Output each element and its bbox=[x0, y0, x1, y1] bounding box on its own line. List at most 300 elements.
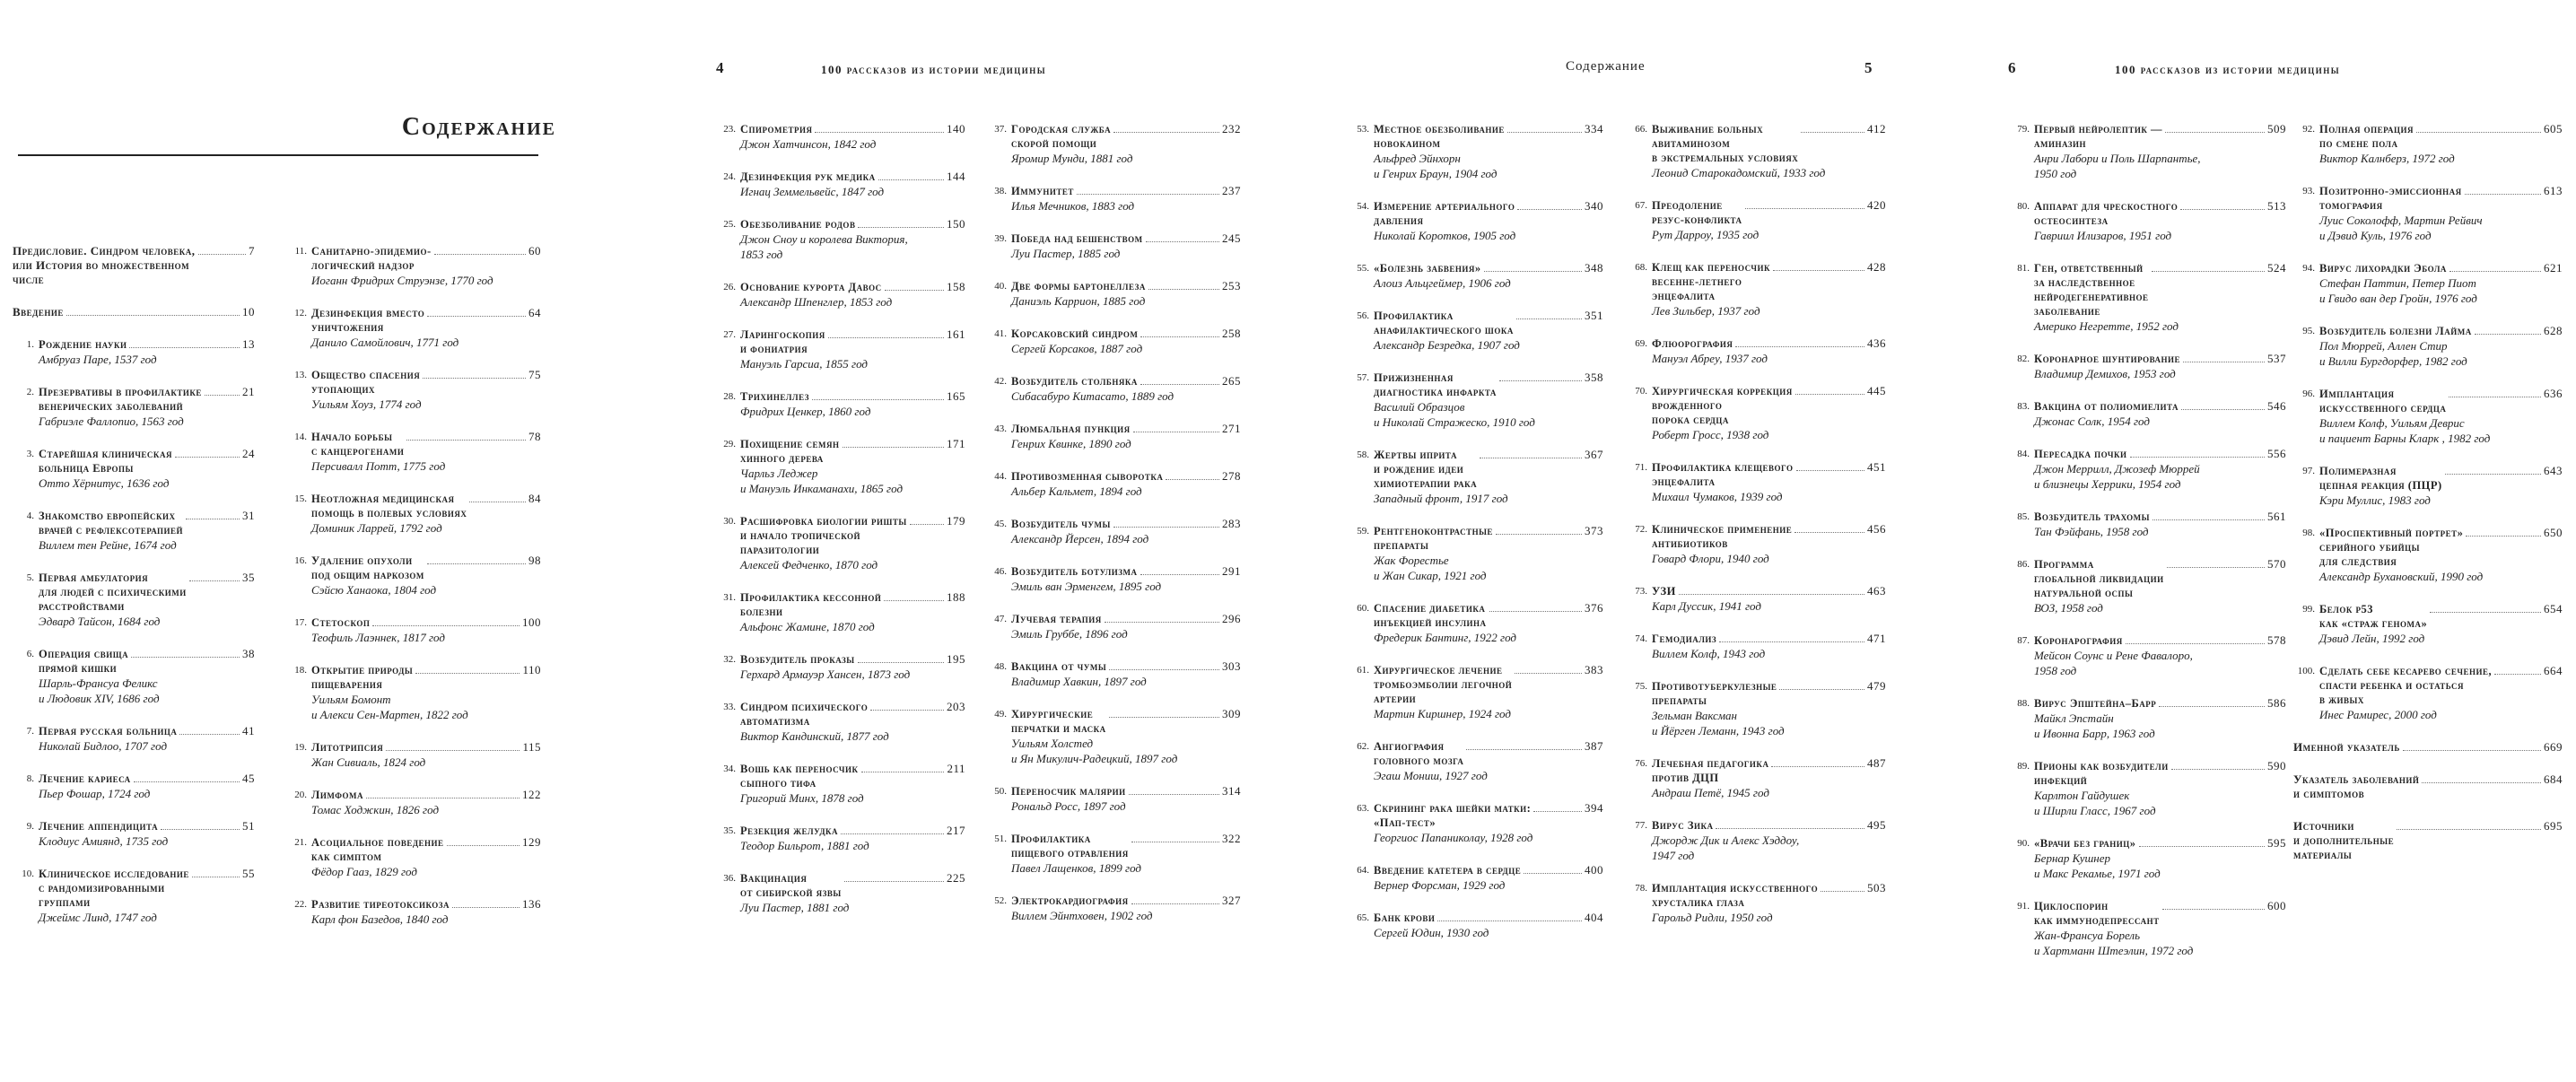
page-number: 5 bbox=[1864, 59, 1873, 76]
dot-leader bbox=[1507, 132, 1582, 133]
toc-entry[interactable] bbox=[2293, 819, 2563, 862]
toc-entry[interactable] bbox=[1626, 198, 1886, 242]
toc-entry[interactable] bbox=[2293, 122, 2563, 166]
chapter-number: 76. bbox=[1635, 758, 1647, 769]
toc-entry[interactable] bbox=[714, 280, 965, 310]
toc-entry[interactable] bbox=[13, 867, 255, 925]
toc-entry-row bbox=[285, 615, 541, 645]
toc-entry[interactable] bbox=[1348, 309, 1603, 353]
page-ref: 64 bbox=[528, 306, 541, 319]
toc-entry[interactable] bbox=[1626, 460, 1886, 504]
toc-entry[interactable] bbox=[714, 217, 965, 262]
toc-entry[interactable] bbox=[714, 437, 965, 496]
toc-entry[interactable] bbox=[1626, 679, 1886, 738]
dot-leader bbox=[131, 657, 240, 658]
toc-entry[interactable] bbox=[1348, 199, 1603, 243]
toc-entry-body bbox=[740, 327, 965, 371]
page-ref: 463 bbox=[1867, 584, 1886, 598]
toc-entry[interactable] bbox=[2008, 899, 2286, 958]
chapter-subtitle: Жан Сивиаль, 1824 год bbox=[311, 755, 426, 769]
toc-entry[interactable] bbox=[2293, 324, 2563, 369]
toc-entry-row bbox=[985, 422, 1241, 451]
page-ref: 21 bbox=[242, 385, 255, 398]
toc-title-line bbox=[1011, 612, 1241, 626]
toc-entry-body bbox=[1374, 122, 1603, 181]
toc-entry[interactable] bbox=[13, 509, 255, 553]
toc-entry[interactable] bbox=[2008, 399, 2286, 429]
toc-entry-body bbox=[39, 447, 255, 491]
toc-entry[interactable] bbox=[985, 832, 1241, 876]
toc-entry[interactable] bbox=[1626, 260, 1886, 318]
dot-leader bbox=[1105, 622, 1219, 623]
toc-entry[interactable] bbox=[985, 707, 1241, 766]
chapter-title: Развитие тиреотоксикоза bbox=[311, 898, 450, 911]
toc-entry[interactable] bbox=[285, 835, 541, 879]
page-ref: 158 bbox=[947, 280, 965, 293]
toc-entry-row bbox=[1626, 198, 1886, 242]
chapter-title: Возбудитель ботулизма bbox=[1011, 565, 1138, 578]
page-ref: 140 bbox=[947, 122, 965, 135]
toc-entry[interactable] bbox=[1348, 601, 1603, 645]
toc-entry[interactable] bbox=[13, 724, 255, 754]
toc-entry-row bbox=[985, 279, 1241, 309]
toc-entry[interactable] bbox=[985, 374, 1241, 404]
dot-leader bbox=[1735, 346, 1864, 347]
toc-entry-row bbox=[1626, 584, 1886, 614]
chapter-title: Преодоление резус-конфликта bbox=[1652, 199, 1742, 226]
toc-entry[interactable] bbox=[13, 772, 255, 801]
page-ref: 654 bbox=[2544, 602, 2563, 615]
toc-entry[interactable] bbox=[714, 762, 965, 806]
toc-entry[interactable] bbox=[714, 871, 965, 915]
toc-entry-body bbox=[740, 652, 965, 682]
chapter-title: Хирургическая коррекция врожденного порока сердца bbox=[1652, 385, 1793, 426]
page-ref: 578 bbox=[2267, 633, 2286, 647]
toc-entry[interactable] bbox=[285, 897, 541, 927]
chapter-subtitle: Данило Самойлович, 1771 год bbox=[311, 336, 459, 349]
chapter-number: 63. bbox=[1357, 803, 1369, 814]
toc-entry-body bbox=[2319, 464, 2563, 508]
toc-entry-row bbox=[1348, 122, 1603, 181]
toc-entry-row bbox=[1348, 199, 1603, 243]
chapter-title: Клещ как переносчик весенне-летнего энцефалита bbox=[1652, 261, 1770, 302]
chapter-title: Хирургические перчатки и маска bbox=[1011, 708, 1106, 735]
toc-entry-body bbox=[1374, 911, 1603, 940]
toc-entry[interactable] bbox=[13, 647, 255, 706]
chapter-number: 9. bbox=[26, 821, 34, 832]
chapter-number: 15. bbox=[294, 493, 307, 504]
chapter-subtitle: Фёдор Гааз, 1829 год bbox=[311, 865, 417, 878]
chapter-number: 32. bbox=[723, 654, 736, 665]
page-number: 6 bbox=[2008, 59, 2016, 76]
chapter-number: 35. bbox=[723, 825, 736, 836]
toc-entry[interactable] bbox=[1626, 632, 1886, 661]
toc-entry-body bbox=[2034, 557, 2286, 615]
toc-entry[interactable] bbox=[1626, 756, 1886, 800]
chapter-subtitle: Фредерик Бантинг, 1922 год bbox=[1374, 631, 1516, 644]
toc-entry[interactable] bbox=[2008, 633, 2286, 678]
toc-entry[interactable] bbox=[285, 554, 541, 598]
toc-entry-row bbox=[714, 122, 965, 152]
dot-leader bbox=[1821, 891, 1864, 892]
chapter-number: 82. bbox=[2017, 353, 2030, 364]
chapter-number: 60. bbox=[1357, 603, 1369, 614]
toc-entry[interactable] bbox=[13, 447, 255, 491]
toc-entry-row bbox=[985, 707, 1241, 766]
toc-entry[interactable] bbox=[285, 306, 541, 350]
chapter-title: Рождение науки bbox=[39, 338, 127, 351]
chapter-subtitle: Игнац Земмельвейс, 1847 год bbox=[740, 185, 885, 198]
dot-leader bbox=[1140, 574, 1219, 575]
toc-entry-row bbox=[714, 437, 965, 496]
toc-entry[interactable] bbox=[985, 469, 1241, 499]
toc-entry[interactable] bbox=[985, 659, 1241, 689]
toc-title-line bbox=[311, 492, 541, 520]
toc-entry[interactable] bbox=[2008, 122, 2286, 181]
dot-leader bbox=[1795, 394, 1864, 395]
chapter-number: 10. bbox=[22, 868, 34, 879]
chapter-title: Клиническое исследование с рандомизированными группами bbox=[39, 868, 189, 909]
toc-entry[interactable] bbox=[2293, 184, 2563, 243]
toc-column bbox=[2008, 122, 2286, 976]
chapter-number: 11. bbox=[294, 246, 307, 257]
chapter-title: Трихинеллез bbox=[740, 390, 809, 403]
toc-title-line bbox=[740, 871, 965, 900]
toc-entry[interactable] bbox=[985, 279, 1241, 309]
toc-entry[interactable] bbox=[2293, 740, 2563, 755]
toc-entry[interactable] bbox=[2008, 696, 2286, 741]
chapter-title: Банк крови bbox=[1374, 912, 1436, 924]
toc-column bbox=[2293, 122, 2563, 880]
toc-entry[interactable] bbox=[1348, 261, 1603, 291]
toc-entry[interactable] bbox=[985, 894, 1241, 923]
toc-entry[interactable] bbox=[1348, 448, 1603, 506]
toc-entry[interactable] bbox=[285, 615, 541, 645]
dot-leader bbox=[884, 600, 944, 601]
chapter-subtitle: Александр Безредка, 1907 год bbox=[1374, 338, 1520, 352]
toc-entry[interactable] bbox=[2293, 602, 2563, 646]
page-ref: 271 bbox=[1222, 422, 1241, 435]
chapter-title: Полимеразная цепная реакция (ПЦР) bbox=[2319, 465, 2442, 492]
toc-title-line bbox=[1374, 863, 1603, 877]
toc-title-line bbox=[1374, 122, 1603, 151]
toc-entry[interactable] bbox=[985, 184, 1241, 214]
toc-title-line bbox=[1011, 564, 1241, 579]
toc-entry[interactable] bbox=[1348, 663, 1603, 721]
chapter-subtitle: Виллем Колф, Уильям Деврис и пациент Барны Кларк , 1982 год bbox=[2319, 416, 2491, 445]
toc-title-line bbox=[1011, 894, 1241, 908]
toc-entry-row bbox=[2008, 759, 2286, 818]
toc-entry-row bbox=[1348, 309, 1603, 353]
toc-entry[interactable] bbox=[714, 700, 965, 744]
chapter-title: Профилактика клещевого энцефалита bbox=[1652, 461, 1794, 488]
toc-entry-body bbox=[2293, 819, 2563, 862]
chapter-subtitle: Александр Шпенглер, 1853 год bbox=[740, 295, 893, 309]
toc-entry-body bbox=[1374, 199, 1603, 243]
toc-entry[interactable] bbox=[1626, 336, 1886, 366]
toc-entry[interactable] bbox=[2293, 387, 2563, 446]
page-ref: 495 bbox=[1867, 818, 1886, 832]
toc-entry[interactable] bbox=[714, 327, 965, 371]
toc-entry[interactable] bbox=[2008, 199, 2286, 243]
toc-entry-body bbox=[2319, 664, 2563, 722]
toc-entry-body bbox=[2034, 352, 2286, 381]
toc-title-line bbox=[2034, 261, 2286, 318]
chapter-title: Противозменная сыворотка bbox=[1011, 470, 1164, 483]
page-ref: 55 bbox=[242, 867, 255, 880]
toc-entry[interactable] bbox=[1626, 122, 1886, 180]
toc-entry[interactable] bbox=[1626, 384, 1886, 442]
toc-entry-body bbox=[740, 437, 965, 496]
toc-entry[interactable] bbox=[714, 824, 965, 853]
toc-entry-body bbox=[1374, 601, 1603, 645]
toc-entry[interactable] bbox=[2008, 447, 2286, 492]
toc-entry[interactable] bbox=[985, 784, 1241, 814]
toc-entry-body bbox=[39, 337, 255, 367]
toc-entry-body bbox=[740, 871, 965, 915]
chapter-title: Вакцина от полиомиелита bbox=[2034, 400, 2179, 413]
toc-entry[interactable] bbox=[2008, 261, 2286, 334]
toc-entry[interactable] bbox=[714, 652, 965, 682]
toc-title-line bbox=[740, 389, 965, 404]
toc-entry[interactable] bbox=[985, 327, 1241, 356]
toc-entry[interactable] bbox=[985, 422, 1241, 451]
chapter-subtitle: Фридрих Ценкер, 1860 год bbox=[740, 405, 871, 418]
chapter-subtitle: Николай Коротков, 1905 год bbox=[1374, 229, 1516, 242]
chapter-title: Возбудитель трахомы bbox=[2034, 510, 2151, 523]
dot-leader bbox=[844, 881, 944, 882]
page-ref: 98 bbox=[528, 554, 541, 567]
chapter-number: 36. bbox=[723, 873, 736, 884]
chapter-title: Удаление опухоли под общим наркозом bbox=[311, 554, 424, 581]
toc-entry[interactable] bbox=[985, 122, 1241, 166]
chapter-title: Резекция желудка bbox=[740, 825, 839, 837]
toc-entry[interactable] bbox=[2008, 836, 2286, 881]
toc-entry[interactable] bbox=[2293, 261, 2563, 306]
toc-title-line bbox=[311, 663, 541, 692]
toc-entry[interactable] bbox=[13, 571, 255, 629]
chapter-number: 45. bbox=[994, 519, 1007, 529]
toc-entry-row bbox=[985, 231, 1241, 261]
toc-entry[interactable] bbox=[1626, 584, 1886, 614]
toc-title-line bbox=[311, 554, 541, 582]
toc-entry[interactable] bbox=[2008, 759, 2286, 818]
dot-leader bbox=[1496, 534, 1582, 535]
chapter-number: 96. bbox=[2302, 388, 2315, 399]
chapter-number: 64. bbox=[1357, 865, 1369, 876]
toc-entry[interactable] bbox=[985, 564, 1241, 594]
toc-entry[interactable] bbox=[1348, 371, 1603, 430]
chapter-title: Рентгеноконтрастные препараты bbox=[1374, 525, 1493, 552]
chapter-subtitle: Эмиль Груббе, 1896 год bbox=[1011, 627, 1128, 641]
toc-entry-body bbox=[39, 385, 255, 429]
toc-entry-row bbox=[985, 659, 1241, 689]
toc-entry[interactable] bbox=[13, 244, 255, 287]
page-ref: 387 bbox=[1585, 739, 1603, 753]
toc-entry[interactable] bbox=[1626, 881, 1886, 925]
toc-entry-row bbox=[985, 612, 1241, 641]
toc-entry[interactable] bbox=[13, 385, 255, 429]
toc-entry[interactable] bbox=[285, 244, 541, 288]
toc-title-line bbox=[1652, 818, 1886, 833]
toc-entry-row bbox=[1626, 632, 1886, 661]
chapter-title: Санитарно-эпидемио- логический надзор bbox=[311, 245, 432, 272]
toc-entry[interactable] bbox=[2293, 464, 2563, 508]
dot-leader bbox=[2449, 271, 2541, 272]
toc-entry[interactable] bbox=[714, 514, 965, 572]
page-ref: 327 bbox=[1222, 894, 1241, 907]
toc-title-line bbox=[1011, 231, 1241, 246]
chapter-subtitle: Говард Флори, 1940 год bbox=[1652, 552, 1769, 565]
page-ref: 161 bbox=[947, 327, 965, 341]
chapter-subtitle: Майкл Эпстайн и Ивонна Барр, 1963 год bbox=[2034, 711, 2155, 740]
toc-entry-row bbox=[2293, 602, 2563, 646]
toc-entry[interactable] bbox=[13, 337, 255, 367]
toc-entry[interactable] bbox=[714, 590, 965, 634]
dot-leader bbox=[828, 337, 944, 338]
toc-entry[interactable] bbox=[1348, 524, 1603, 583]
chapter-number: 31. bbox=[723, 592, 736, 603]
toc-entry[interactable] bbox=[714, 389, 965, 419]
toc-title-line bbox=[2293, 740, 2563, 755]
toc-title-line bbox=[39, 819, 255, 833]
toc-entry-row bbox=[13, 385, 255, 429]
dot-leader bbox=[1716, 828, 1864, 829]
toc-entry[interactable] bbox=[1348, 863, 1603, 893]
toc-entry[interactable] bbox=[285, 788, 541, 817]
chapter-number: 91. bbox=[2017, 901, 2030, 912]
chapter-subtitle: Зельман Ваксман и Йёрген Леманн, 1943 год bbox=[1652, 709, 1785, 737]
toc-entry-body bbox=[39, 571, 255, 629]
toc-entry[interactable] bbox=[2008, 352, 2286, 381]
toc-entry-row bbox=[13, 244, 255, 287]
page-ref: 376 bbox=[1585, 601, 1603, 615]
toc-title-line bbox=[311, 368, 541, 397]
page-ref: 237 bbox=[1222, 184, 1241, 197]
toc-entry[interactable] bbox=[985, 517, 1241, 546]
chapter-number: 21. bbox=[294, 837, 307, 848]
toc-entry-row bbox=[714, 514, 965, 572]
toc-entry-body bbox=[39, 724, 255, 754]
dot-leader bbox=[870, 710, 944, 711]
toc-entry-row bbox=[2293, 526, 2563, 584]
page-ref: 456 bbox=[1867, 522, 1886, 536]
chapter-title: Первый нейролептик — аминазин bbox=[2034, 123, 2163, 150]
toc-entry[interactable] bbox=[285, 430, 541, 474]
chapter-number: 89. bbox=[2017, 761, 2030, 772]
toc-entry[interactable] bbox=[13, 305, 255, 319]
chapter-title: Источники и дополнительные материалы bbox=[2293, 819, 2395, 861]
toc-entry[interactable] bbox=[285, 492, 541, 536]
toc-entry[interactable] bbox=[1348, 122, 1603, 181]
dot-leader bbox=[2181, 409, 2265, 410]
dot-leader bbox=[1109, 717, 1219, 718]
toc-entry[interactable] bbox=[1626, 818, 1886, 863]
toc-title-line bbox=[1652, 198, 1886, 227]
dot-leader bbox=[198, 254, 246, 255]
toc-entry[interactable] bbox=[2293, 526, 2563, 584]
chapter-title: Выживание больных авитаминозом в экстремальных условиях bbox=[1652, 123, 1799, 164]
toc-title-line bbox=[13, 244, 255, 287]
chapter-subtitle: Доминик Ларрей, 1792 год bbox=[311, 521, 442, 535]
toc-entry-row bbox=[2008, 557, 2286, 615]
toc-entry[interactable] bbox=[985, 612, 1241, 641]
toc-title-line bbox=[2319, 664, 2563, 707]
toc-title-line bbox=[1652, 679, 1886, 708]
toc-entry[interactable] bbox=[285, 663, 541, 722]
chapter-subtitle: Роберт Гросс, 1938 год bbox=[1652, 428, 1769, 441]
toc-entry[interactable] bbox=[1348, 801, 1603, 845]
dot-leader bbox=[1771, 766, 1864, 767]
chapter-number: 30. bbox=[723, 516, 736, 527]
page-ref: 217 bbox=[947, 824, 965, 837]
page-ref: 524 bbox=[2267, 261, 2286, 275]
chapter-title: Неотложная медицинская помощь в полевых условиях bbox=[311, 493, 467, 519]
chapter-subtitle: Эдвард Тайсон, 1684 год bbox=[39, 615, 161, 628]
chapter-subtitle: Владимир Хавкин, 1897 год bbox=[1011, 675, 1147, 688]
toc-entry[interactable] bbox=[714, 122, 965, 152]
toc-entry[interactable] bbox=[2008, 510, 2286, 539]
toc-entry[interactable] bbox=[985, 231, 1241, 261]
page-ref: 165 bbox=[947, 389, 965, 403]
dot-leader bbox=[427, 563, 526, 564]
toc-title-line bbox=[311, 430, 541, 458]
page-ref: 471 bbox=[1867, 632, 1886, 645]
toc-entry[interactable] bbox=[714, 170, 965, 199]
toc-entry[interactable] bbox=[2008, 557, 2286, 615]
page-ref: 340 bbox=[1585, 199, 1603, 213]
toc-entry-body bbox=[740, 824, 965, 853]
page-ref: 600 bbox=[2267, 899, 2286, 912]
page-ref: 404 bbox=[1585, 911, 1603, 924]
toc-entry-body bbox=[1652, 632, 1886, 661]
dot-leader bbox=[372, 625, 520, 626]
chapter-subtitle: Инес Рамирес, 2000 год bbox=[2319, 708, 2437, 721]
chapter-number: 6. bbox=[26, 649, 34, 659]
toc-entry[interactable] bbox=[285, 368, 541, 412]
toc-entry[interactable] bbox=[2293, 664, 2563, 722]
chapter-title: Имплантация искусственного хрусталика глаза bbox=[1652, 882, 1819, 909]
chapter-number: 65. bbox=[1357, 912, 1369, 923]
toc-entry[interactable] bbox=[13, 819, 255, 849]
toc-entry-row bbox=[2008, 633, 2286, 678]
toc-entry-row bbox=[985, 517, 1241, 546]
toc-entry[interactable] bbox=[2293, 772, 2563, 801]
dot-leader bbox=[1779, 689, 1864, 690]
toc-entry-row bbox=[2008, 447, 2286, 492]
dot-leader bbox=[2162, 909, 2265, 910]
chapter-number: 19. bbox=[294, 742, 307, 753]
chapter-number: 43. bbox=[994, 423, 1007, 434]
toc-title-line bbox=[740, 824, 965, 838]
chapter-number: 99. bbox=[2302, 604, 2315, 615]
toc-entry[interactable] bbox=[1626, 522, 1886, 566]
page-ref: 51 bbox=[242, 819, 255, 833]
toc-entry[interactable] bbox=[285, 740, 541, 770]
page-ref: 586 bbox=[2267, 696, 2286, 710]
chapter-number: 100. bbox=[2297, 666, 2315, 676]
chapter-number: 78. bbox=[1635, 883, 1647, 894]
page-ref: 373 bbox=[1585, 524, 1603, 537]
toc-entry[interactable] bbox=[1348, 911, 1603, 940]
page-ref: 669 bbox=[2544, 740, 2563, 754]
chapter-number: 8. bbox=[26, 773, 34, 784]
toc-title-line bbox=[311, 244, 541, 273]
chapter-title: Расшифровка биологии ришты и начало тропической паразитологии bbox=[740, 515, 907, 556]
chapter-subtitle: Уильям Холстед и Ян Микулич-Радецкий, 1897 год bbox=[1011, 737, 1178, 765]
toc-entry[interactable] bbox=[1348, 739, 1603, 783]
toc-column bbox=[13, 244, 255, 943]
